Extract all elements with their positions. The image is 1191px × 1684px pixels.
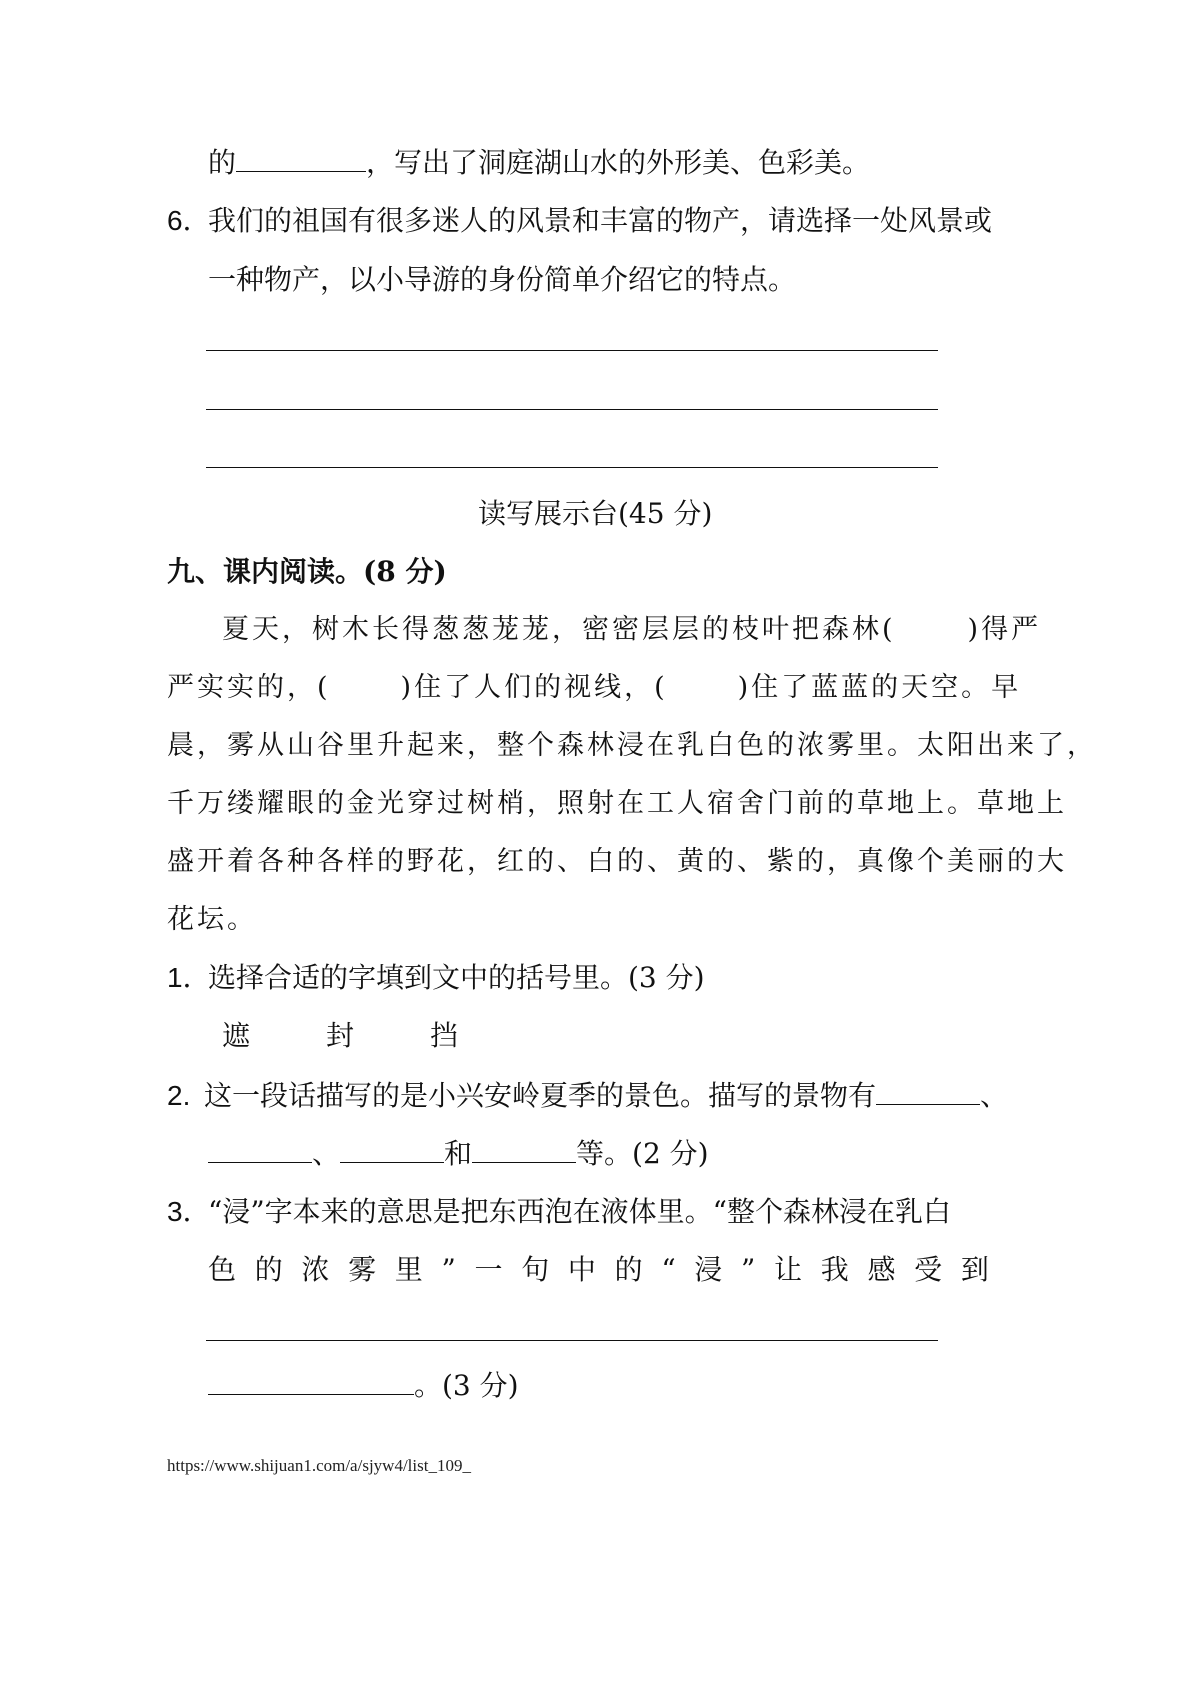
passage-text: 夏天，树木长得葱葱茏茏，密密层层的枝叶把森林( [222, 614, 896, 645]
option-char: 遮 [222, 1019, 251, 1052]
sq2-number: 2. [167, 1080, 191, 1111]
sq3-tail: 。(3 分) [414, 1369, 519, 1402]
separator: 和 [444, 1137, 473, 1170]
passage-line-2 [167, 668, 1021, 708]
continuation-line [208, 143, 870, 183]
sq2-line1 [204, 1076, 1008, 1116]
passage-line-4: 千万缕耀眼的金光穿过树梢，照射在工人宿舍门前的草地上。草地上 [167, 788, 1067, 819]
answer-blank[interactable] [876, 1076, 980, 1105]
answer-blank[interactable] [236, 143, 366, 172]
sq3-number: 3． [167, 1196, 211, 1227]
answer-blank[interactable] [340, 1134, 444, 1163]
continuation-prefix: 的 [208, 146, 237, 179]
answer-blank[interactable] [472, 1134, 576, 1163]
sq3-line1: “浸”字本来的意思是把东西泡在液体里。“整个森林浸在乳白 [208, 1195, 951, 1228]
q6-line1: 我们的祖国有很多迷人的风景和丰富的物产，请选择一处风景或 [208, 204, 993, 237]
sq3-line2: 色的浓雾里”一句中的“浸”让我感受到 [208, 1253, 1008, 1286]
passage-line-1 [222, 610, 1041, 650]
answer-line[interactable] [206, 467, 938, 468]
passage-text: )住了蓝蓝的天空。早 [737, 672, 1022, 703]
passage-text: )得严 [967, 614, 1042, 645]
answer-blank[interactable] [208, 1134, 312, 1163]
q6-number: 6． [167, 205, 211, 236]
separator: 、 [312, 1137, 341, 1170]
sq3-line4 [208, 1366, 519, 1406]
separator: 、 [980, 1079, 1009, 1112]
passage-line-6: 花坛。 [167, 904, 257, 935]
option-char: 挡 [430, 1019, 459, 1052]
part9-heading: 九、课内阅读。(8 分) [167, 555, 447, 588]
sq2-tail: 等。(2 分) [576, 1137, 709, 1170]
sq1-number: 1． [167, 962, 211, 993]
continuation-suffix: ，写出了洞庭湖山水的外形美、色彩美。 [366, 146, 871, 179]
sq1-text: 选择合适的字填到文中的括号里。(3 分) [208, 961, 705, 994]
passage-text: 严实实的，( [167, 672, 331, 703]
answer-line[interactable] [206, 1340, 938, 1341]
option-char: 封 [326, 1019, 355, 1052]
answer-line[interactable] [206, 350, 938, 351]
passage-line-5: 盛开着各种各样的野花，红的、白的、黄的、紫的，真像个美丽的大 [167, 846, 1067, 877]
sq2-line2 [208, 1134, 709, 1174]
passage-text: )住了人们的视线，( [400, 672, 668, 703]
footer-url[interactable]: https://www.shijuan1.com/a/sjyw4/list_109_ [167, 1456, 471, 1475]
section-title: 读写展示台(45 分) [478, 497, 713, 530]
q6-line2: 一种物产，以小导游的身份简单介绍它的特点。 [208, 263, 797, 296]
passage-line-3: 晨，雾从山谷里升起来，整个森林浸在乳白色的浓雾里。太阳出来了， [167, 730, 1097, 761]
answer-blank[interactable] [208, 1366, 414, 1395]
answer-line[interactable] [206, 409, 938, 410]
sq2-text: 这一段话描写的是小兴安岭夏季的景色。描写的景物有 [204, 1079, 877, 1112]
